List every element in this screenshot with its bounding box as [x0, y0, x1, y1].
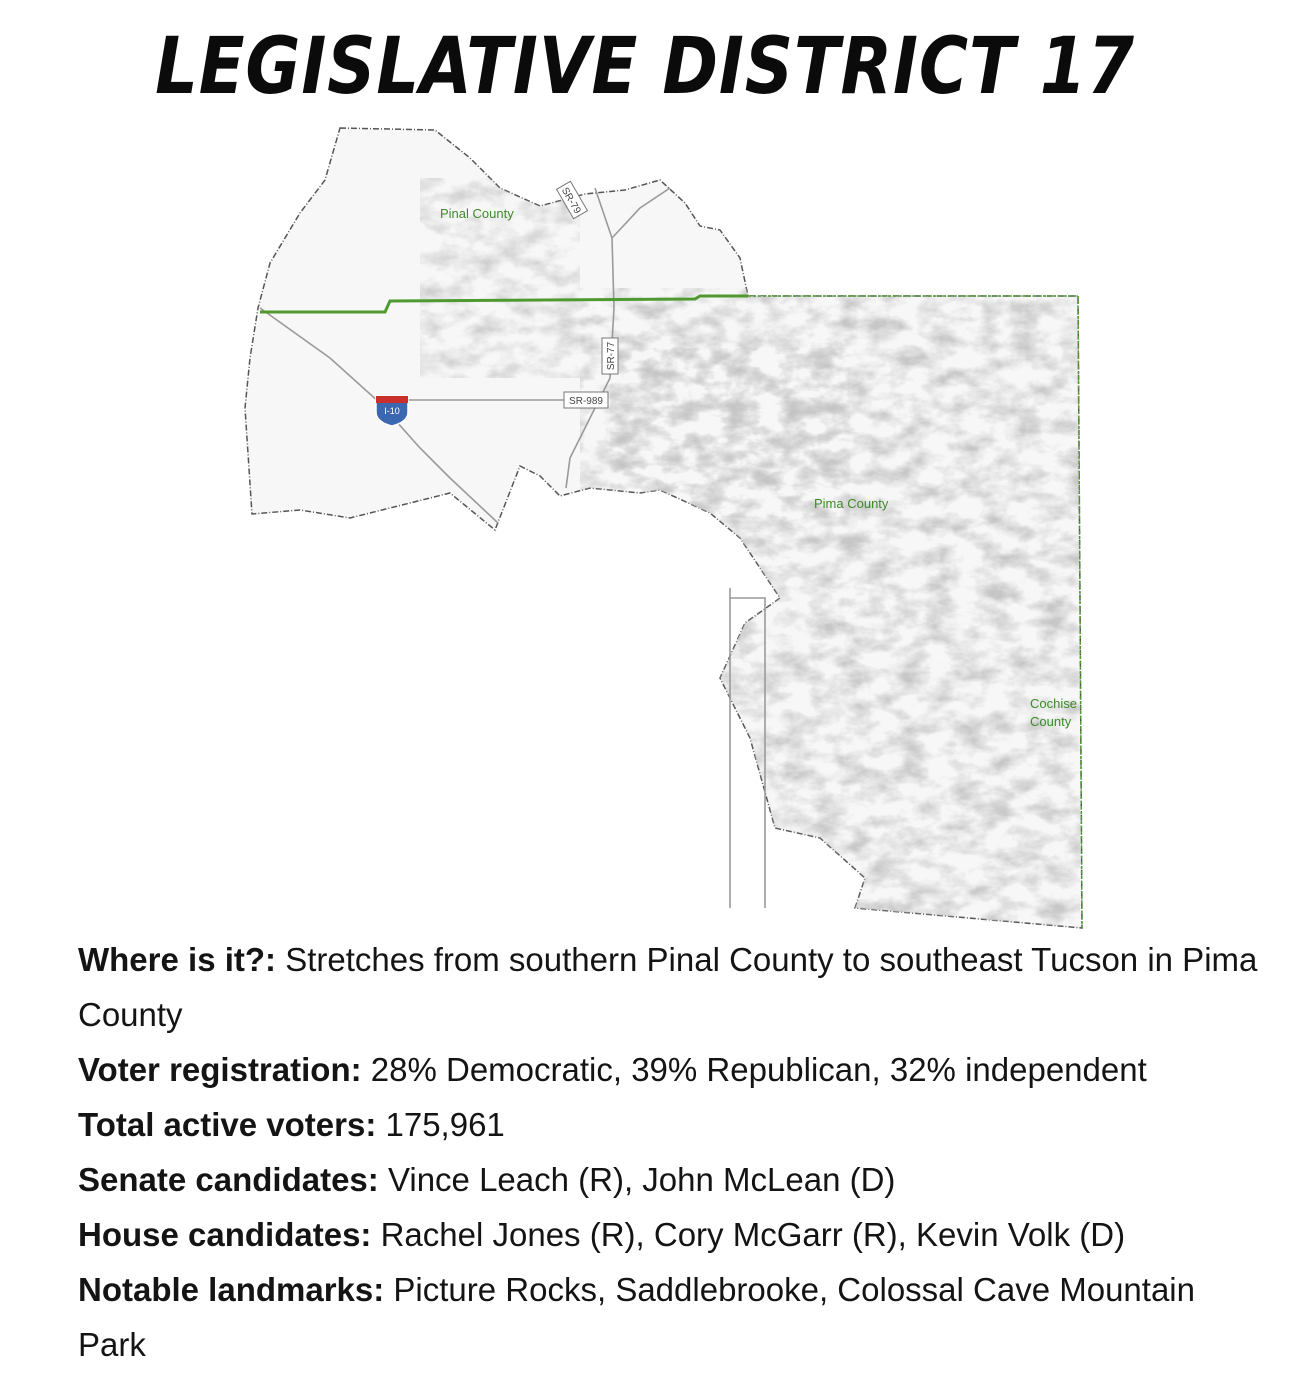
info-key: Where is it?:: [78, 941, 277, 978]
info-row-total-voters: [78, 1097, 1268, 1152]
info-row-landmarks: [78, 1262, 1268, 1372]
svg-text:SR-77: SR-77: [606, 341, 617, 371]
i-10-shield: [376, 396, 408, 426]
terrain-relief: [420, 178, 1080, 928]
info-value: Vince Leach (R), John McLean (D): [387, 1161, 896, 1198]
pima-county-label: Pima County: [814, 496, 889, 511]
svg-text:SR-79: SR-79: [558, 185, 583, 216]
pinal-county-label: Pinal County: [440, 206, 514, 221]
info-key: Notable landmarks:: [78, 1271, 385, 1308]
info-value: 28% Democratic, 39% Republican, 32% independent: [370, 1051, 1147, 1088]
svg-text:SR-989: SR-989: [569, 396, 603, 407]
info-value: Picture Rocks, Saddlebrooke, Colossal Cave Mountain Park: [78, 1271, 1195, 1363]
info-key: Total active voters:: [78, 1106, 377, 1143]
info-value: Rachel Jones (R), Cory McGarr (R), Kevin Volk (D): [380, 1216, 1126, 1253]
info-key: Senate candidates:: [78, 1161, 379, 1198]
page-title: LEGISLATIVE DISTRICT 17: [155, 22, 1135, 112]
info-row-house-candidates: [78, 1207, 1268, 1262]
cochise-county-label-line1: Cochise: [1030, 696, 1077, 711]
district-map: [240, 118, 1120, 938]
info-value: Stretches from southern Pinal County to southeast Tucson in Pima County: [78, 941, 1258, 1033]
cochise-county-label-line2: County: [1030, 714, 1072, 729]
district-info: [78, 932, 1268, 1372]
sr-989-shield: [564, 392, 608, 408]
info-key: Voter registration:: [78, 1051, 362, 1088]
info-row-senate-candidates: [78, 1152, 1268, 1207]
info-row-voter-registration: [78, 1042, 1268, 1097]
sr-77-shield: [602, 338, 618, 374]
svg-text:I-10: I-10: [384, 406, 400, 416]
info-key: House candidates:: [78, 1216, 372, 1253]
info-row-location: [78, 932, 1268, 1042]
info-value: 175,961: [385, 1106, 505, 1143]
